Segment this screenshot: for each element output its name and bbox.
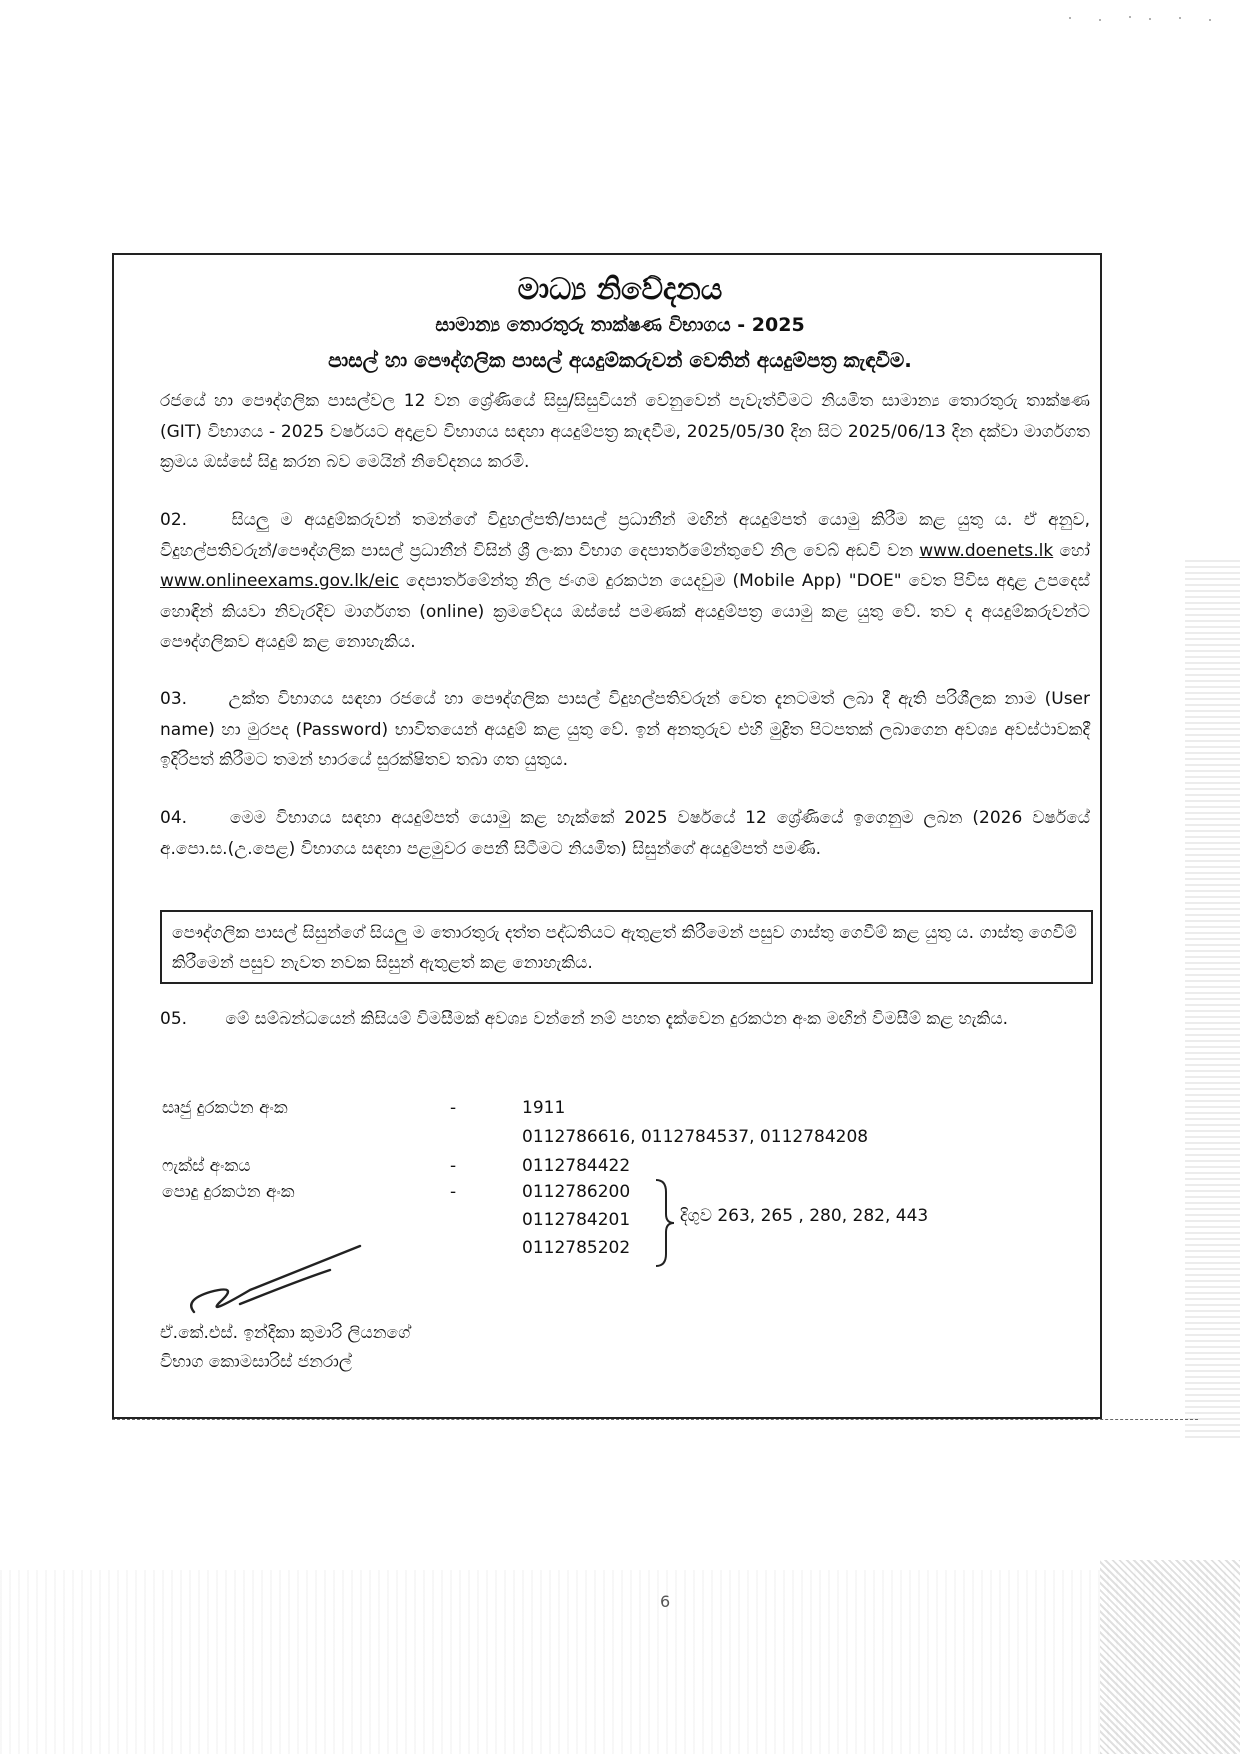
scan-noise-bottom-right [1100, 1560, 1240, 1754]
paragraph-text: දෙපාර්තමේන්තු නිල ජංගම දුරකථන යෙදවුම (Mobile App) "DOE" වෙත පිවිස අදාළ උපදෙස් හොඳින් කියවා නිවැරදිව මාර්ගගත (online) ක්‍රමවේදය ඔස්සේ පමණක් අයදුම්පත්‍ර යොමු කළ යුතු වේ. තව ද අයදුම්කරුවන්ට පෞද්ගලිකව අයදුම් කළ නොහැකිය. [160, 571, 1091, 652]
paragraph-number: 04. [160, 808, 188, 828]
paragraph-03 [160, 684, 1090, 776]
hotline-number: 1911 [522, 1098, 566, 1118]
intro-paragraph: රජයේ හා පෞද්ගලික පාසල්වල 12 වන ශ්‍රේණියේ සිසු/සිසුවියන් වෙනුවෙන් පැවැත්වීමට නියමිත සාමාන්‍ය තොරතුරු තාක්ෂණ (GIT) විභාගය - 2025 වර්ෂයට අදාළව විභාගය සඳහා අයදුම්පත්‍ර කැඳවීම, 2025/05/30 දින සිට 2025/06/13 දින දක්වා මාර්ගගත ක්‍රමය ඔස්සේ සිදු කරන බව මෙයින් නිවේදනය කරමි. [160, 391, 1090, 472]
separator: - [450, 1156, 457, 1176]
hotline-label: සෘජු දුරකථන අංක [162, 1098, 288, 1118]
fax-number: 0112784422 [522, 1156, 631, 1176]
general-number: 0112784201 [522, 1210, 631, 1230]
fee-notice-box: පෞද්ගලික පාසල් සිසුන්ගේ සියලු ම තොරතුරු දත්ත පද්ධතියට ඇතුළත් කිරීමෙන් පසුව ගාස්තු ගෙවීම් කළ යුතු ය. ගාස්තු ගෙවීම් කිරීමෙන් පසුව නැවත නවක සිසුන් ඇතුළත් කළ නොහැකිය. [160, 910, 1093, 984]
paragraph-05 [160, 1004, 1090, 1035]
general-label: පොදු දුරකථන අංක [162, 1182, 295, 1202]
paragraph-02 [160, 505, 1090, 658]
paragraph-number: 02. [160, 510, 188, 530]
paragraph-number: 05. [160, 1009, 188, 1029]
paragraph-text: හෝ [1059, 540, 1091, 561]
doenets-link[interactable]: www.doenets.lk [919, 540, 1054, 561]
paragraph-04 [160, 803, 1090, 864]
general-number: 0112786200 [522, 1182, 631, 1202]
signatory-name: ඒ.කේ.එස්. ඉන්දිකා කුමාරි ලියනගේ [160, 1323, 411, 1343]
scan-noise-top-right [1060, 8, 1240, 28]
document-title: මාධ්‍ය නිවේදනය [517, 272, 723, 307]
signatory-title: විභාග කොමසාරිස් ජනරාල් [160, 1352, 352, 1372]
scan-noise-right-edge [1185, 560, 1240, 1440]
frame-shadow [112, 1419, 1198, 1423]
fax-label: ෆැක්ස් අංකය [162, 1156, 251, 1176]
document-subtitle: සාමාන්‍ය තොරතුරු තාක්ෂණ විභාගය - 2025 [435, 314, 805, 336]
extension-numbers: දිගුව 263, 265 , 280, 282, 443 [680, 1206, 929, 1226]
paragraph-text: සියලු ම අයදුම්කරුවන් තමන්ගේ විදුහල්පති/පාසල් ප්‍රධානීන් මඟින් අයදුම්පත් යොමු කිරීම කළ යුතු ය. ඒ අනුව, විදුහල්පතිවරුන්/පෞද්ගලික පාසල් ප්‍රධානීන් විසින් ශ්‍රී ලංකා විභාග දෙපාර්තමේන්තුවේ නිල වෙබ් අඩවි වන [160, 510, 1090, 561]
scan-noise-bottom [0, 1570, 1240, 1754]
separator: - [450, 1098, 457, 1118]
paragraph-text: මේ සම්බන්ධයෙන් කිසියම් විමසීමක් අවශ්‍ය වන්නේ නම් පහත දැක්වෙන දුරකථන අංක මඟින් විමසීම් කළ හැකිය. [225, 1009, 1009, 1029]
separator: - [450, 1182, 457, 1202]
paragraph-text: උක්ත විභාගය සඳහා රජයේ හා පෞද්ගලික පාසල් විදුහල්පතිවරුන් වෙත දැනටමත් ලබා දී ඇති පරිශීලක නාම (User name) හා මුරපද (Password) භාවිතයෙන් අයදුම් කළ යුතු වේ. ඉන් අනතුරුව එහි මුද්‍රිත පිටපතක් ලබාගෙන අවශ්‍ය අවස්ථාවකදී ඉදිරිපත් කිරීමට තමන් භාරයේ සුරක්ෂිතව තබා ගත යුතුය. [160, 689, 1091, 770]
page-number: 6 [660, 1592, 671, 1611]
paragraph-number: 03. [160, 689, 188, 709]
hotline-numbers: 0112786616, 0112784537, 0112784208 [522, 1127, 869, 1147]
paragraph-text: මෙම විභාගය සඳහා අයදුම්පත් යොමු කළ හැක්කේ 2025 වර්ෂයේ 12 ශ්‍රේණියේ ඉගෙනුම ලබන (2026 වර්ෂයේ අ.පො.ස.(උ.පෙළ) විභාගය සඳහා පළමුවර පෙනී සිටීමට නියමිත) සිසුන්ගේ අයදුම්පත් පමණි. [160, 808, 1091, 859]
onlineexams-link[interactable]: www.onlineexams.gov.lk/eic [160, 571, 400, 591]
general-number: 0112785202 [522, 1238, 631, 1258]
document-heading: පාසල් හා පෞද්ගලික පාසල් අයදුම්කරුවන් වෙතින් අයදුම්පත්‍ර කැඳවීම. [328, 348, 912, 372]
